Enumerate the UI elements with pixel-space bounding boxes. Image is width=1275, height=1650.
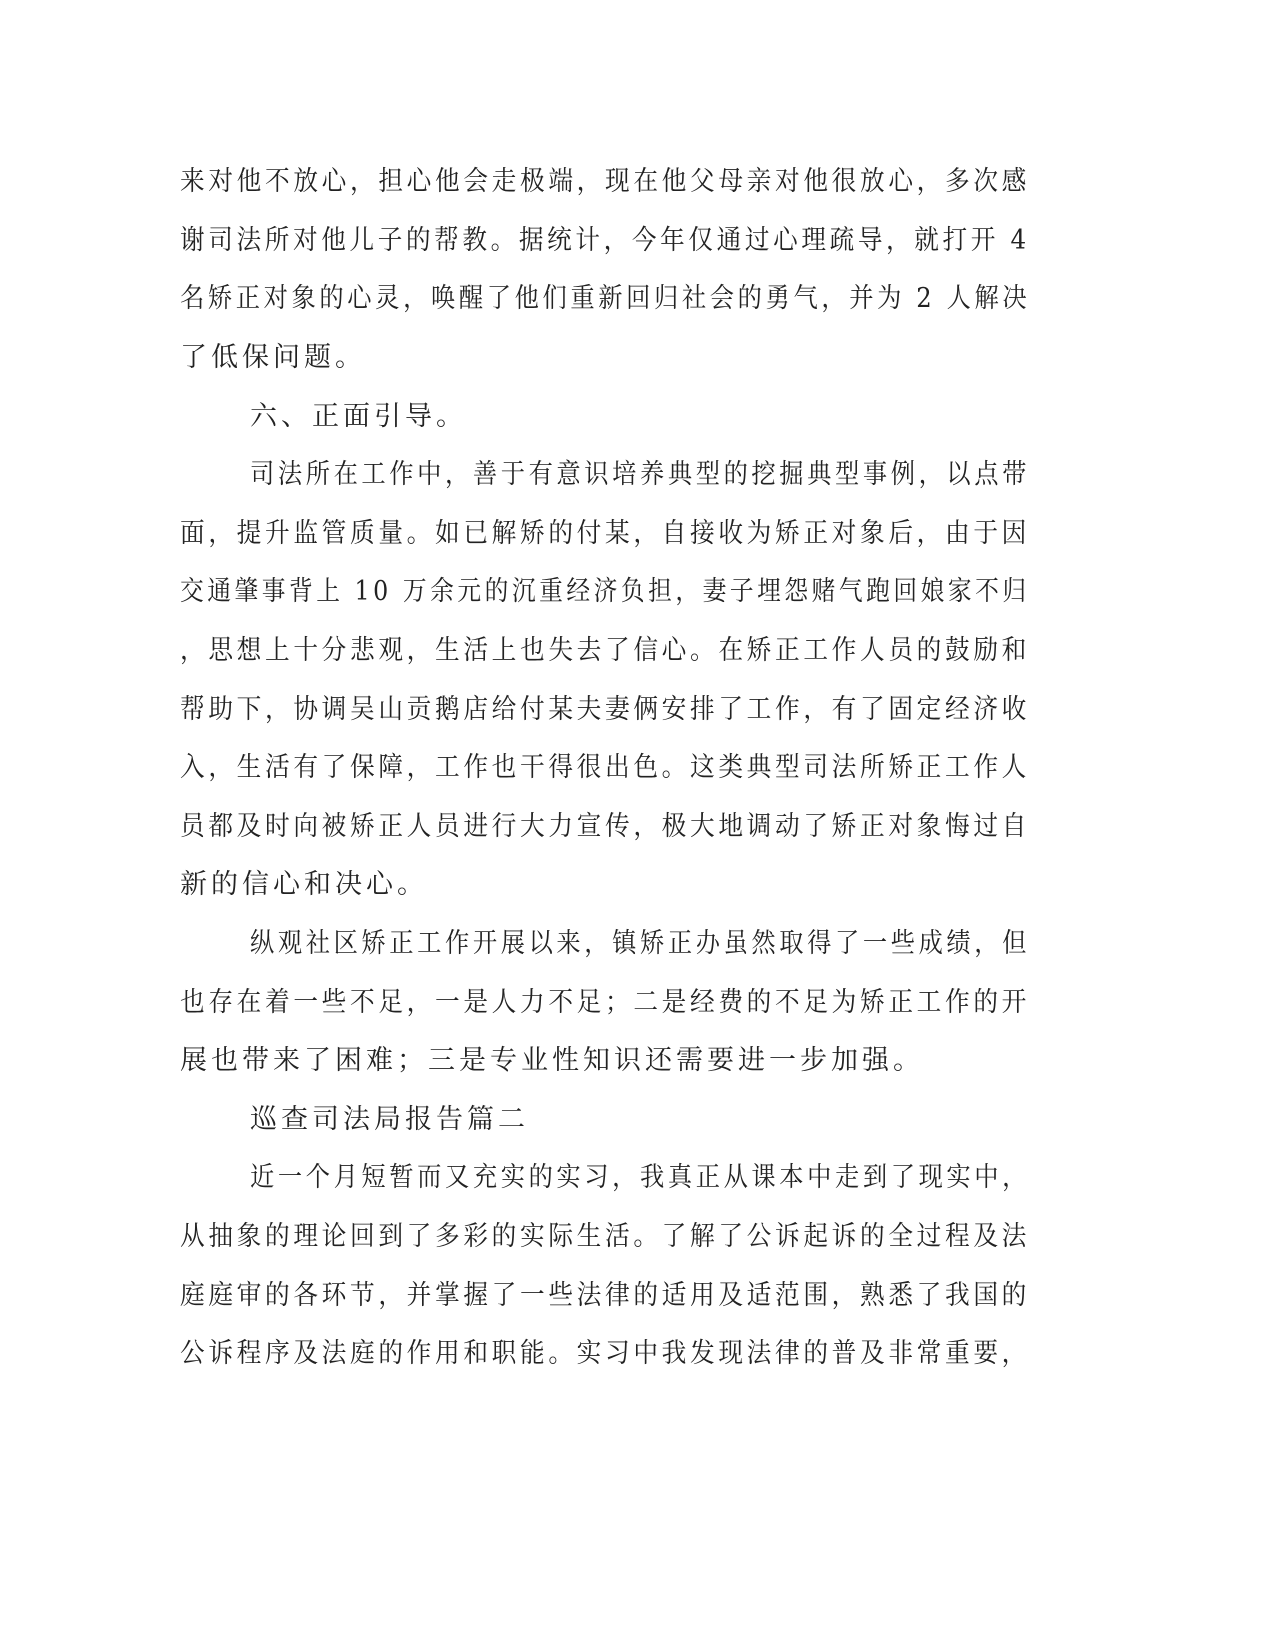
line-text: ，思想上十分悲观，生活上也失去了信心。在矫正工作人员的鼓励和 [180, 635, 1030, 666]
line-text: 巡查司法局报告篇二 [250, 1104, 529, 1135]
line-text: 公诉程序及法庭的作用和职能。实习中我发现法律的普及非常重要， [180, 1338, 1030, 1369]
line-text: 庭庭审的各环节，并掌握了一些法律的适用及适范围，熟悉了我国的 [180, 1280, 1030, 1311]
line-text: 也存在着一些不足，一是人力不足；二是经费的不足为矫正工作的开 [180, 987, 1030, 1018]
line-text: 名矫正对象的心灵，唤醒了他们重新回归社会的勇气，并为 2 人解决 [180, 283, 1031, 314]
line-text: 纵观社区矫正工作开展以来，镇矫正办虽然取得了一些成绩，但 [250, 928, 1030, 959]
line-text: 员都及时向被矫正人员进行大力宣传，极大地调动了矫正对象悔过自 [180, 811, 1030, 842]
line-text: 近一个月短暂而又充实的实习，我真正从课本中走到了现实中， [250, 1162, 1030, 1193]
line-text: 六、正面引导。 [250, 401, 467, 432]
line-text: 展也带来了困难；三是专业性知识还需要进一步加强。 [180, 1045, 924, 1076]
line-text: 来对他不放心，担心他会走极端，现在他父母亲对他很放心，多次感 [180, 166, 1030, 197]
line-text: 从抽象的理论回到了多彩的实际生活。了解了公诉起诉的全过程及法 [180, 1221, 1030, 1252]
line-text: 入，生活有了保障，工作也干得很出色。这类典型司法所矫正工作人 [180, 752, 1030, 783]
line-text: 面，提升监管质量。如已解矫的付某，自接收为矫正对象后，由于因 [180, 518, 1030, 549]
line-text: 司法所在工作中，善于有意识培养典型的挖掘典型事例，以点带 [250, 459, 1030, 490]
line-text: 谢司法所对他儿子的帮教。据统计，今年仅通过心理疏导，就打开 4 [180, 225, 1030, 256]
line-text: 帮助下，协调吴山贡鹅店给付某夫妻俩安排了工作，有了固定经济收 [180, 694, 1030, 725]
line-text: 交通肇事背上 10 万余元的沉重经济负担，妻子埋怨赌气跑回娘家不归 [180, 576, 1030, 607]
line-text: 新的信心和决心。 [180, 869, 428, 900]
line-text: 了低保问题。 [180, 342, 366, 373]
